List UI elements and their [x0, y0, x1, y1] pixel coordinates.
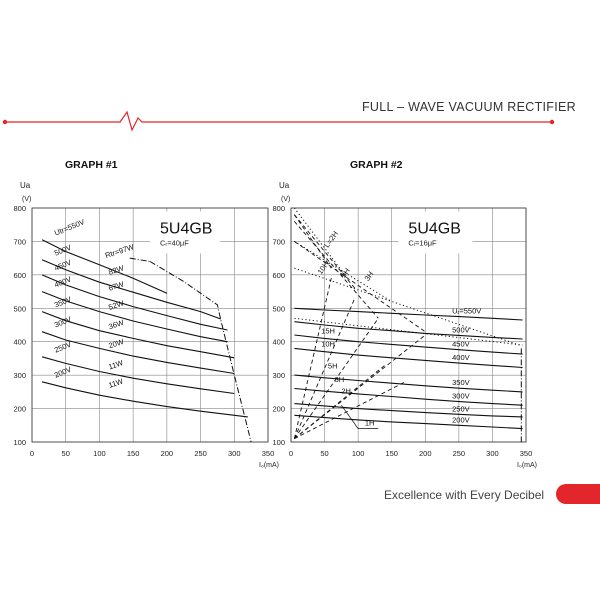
y-tick-label: 100	[272, 438, 285, 447]
capacitance-label: Cᵢ=16μF	[408, 238, 437, 248]
y-tick-label: 200	[13, 404, 26, 414]
y-tick-label: 200	[272, 404, 285, 414]
series-line	[294, 386, 522, 406]
series-label: 250V	[452, 404, 470, 414]
x-tick-label: 250	[194, 449, 207, 458]
x-tick-label: 100	[93, 449, 106, 458]
y-tick-label: 300	[13, 371, 26, 381]
x-tick-label: 350	[519, 449, 533, 458]
series-label: 350V	[52, 294, 73, 310]
inductance-label: L=2H	[322, 229, 340, 250]
y-tick-label: 600	[272, 270, 285, 280]
load-line-label: 11W	[107, 376, 125, 390]
load-line-label: 20W	[107, 336, 125, 351]
series-label: 350V	[452, 378, 470, 388]
y-tick-label: 300	[272, 371, 285, 381]
x-tick-label: 150	[126, 449, 140, 458]
x-tick-label: 300	[486, 449, 499, 458]
y-tick-label: 800	[272, 204, 285, 213]
footer-slogan: Excellence with Every Decibel	[384, 488, 545, 502]
y-tick-label: 500	[272, 304, 285, 314]
inductance-line	[294, 278, 331, 438]
series-label: Uᵣ=550V	[452, 306, 482, 316]
inductance-label: 5H	[338, 266, 352, 280]
y-tick-label: 500	[13, 304, 26, 314]
load-line-label: 36W	[107, 317, 125, 332]
series-line	[42, 312, 234, 358]
series-label: 400V	[452, 353, 470, 363]
load-line-label: 52W	[107, 298, 125, 312]
header-title: FULL – WAVE VACUUM RECTIFIER	[362, 100, 576, 114]
y-tick-label: 700	[13, 237, 26, 247]
x-tick-label: 200	[160, 449, 174, 458]
y-tick-label: 400	[13, 337, 26, 347]
x-tick-label: 350	[261, 449, 275, 458]
y-axis-label: Ua	[20, 181, 31, 190]
series-label: 200V	[52, 364, 73, 380]
charts-area	[0, 150, 600, 475]
x-tick-label: 250	[452, 449, 466, 458]
y-tick-label: 600	[13, 270, 26, 280]
chart-title: GRAPH #1	[65, 159, 118, 171]
header-divider-pulse	[0, 108, 600, 138]
chart-title: GRAPH #2	[350, 159, 403, 171]
series-label: Utr=550V	[52, 217, 86, 238]
series-label: 300V	[52, 314, 73, 330]
capacitance-label: Cᵣ=40μF	[160, 238, 189, 248]
series-label: 500V	[52, 242, 73, 258]
inductance-label: 5H	[327, 361, 338, 371]
series-label: 400V	[52, 274, 73, 290]
inductance-label: 3H	[362, 269, 376, 283]
y-axis-unit: (V)	[281, 196, 291, 203]
inductance-label: 2H	[341, 386, 351, 396]
x-tick-label: 0	[29, 449, 35, 458]
x-tick-label: 100	[351, 449, 365, 458]
limit-curve	[130, 258, 150, 261]
x-tick-label: 0	[288, 449, 294, 458]
y-axis-unit: (V)	[22, 196, 32, 203]
series-label: 450V	[52, 257, 73, 273]
series-line	[294, 375, 522, 392]
load-line-label: Rtr=97W	[104, 242, 136, 261]
y-tick-label: 100	[13, 438, 26, 447]
load-line-label: 67W	[107, 279, 125, 293]
series-line	[294, 404, 522, 417]
inductance-label: 3H	[334, 374, 345, 384]
x-axis-label: I₀(mA)	[517, 462, 538, 469]
series-label: 300V	[452, 391, 470, 401]
x-tick-label: 150	[385, 449, 398, 458]
inductance-label: 15H	[321, 326, 335, 336]
inductance-label: 1H	[364, 418, 375, 428]
y-tick-label: 700	[272, 237, 285, 247]
inductance-line	[294, 241, 425, 331]
x-tick-label: 300	[228, 449, 241, 458]
x-tick-label: 50	[320, 449, 329, 458]
x-tick-label: 200	[419, 449, 432, 458]
series-label: 500V	[452, 325, 470, 335]
y-axis-label: Ua	[279, 181, 290, 190]
series-line	[42, 382, 248, 417]
x-tick-label: 50	[61, 449, 70, 458]
chart-2	[272, 159, 537, 469]
series-line	[294, 308, 522, 320]
series-label: 450V	[452, 339, 470, 349]
chart-1	[13, 159, 279, 469]
series-label: 200V	[452, 415, 470, 425]
series-label: 250V	[52, 339, 73, 355]
tube-label: 5U4GB	[160, 220, 213, 238]
series-line	[42, 257, 221, 319]
y-tick-label: 800	[13, 204, 26, 213]
load-line-label: 82W	[107, 263, 125, 277]
series-line	[294, 415, 522, 428]
inductance-label: 10H	[321, 339, 335, 349]
inductance-label: 10H	[315, 259, 331, 277]
tube-label: 5U4GB	[408, 220, 461, 238]
y-tick-label: 400	[272, 337, 285, 347]
x-axis-label: I₀(mA)	[259, 462, 280, 469]
load-line-label: 11W	[107, 358, 125, 372]
footer-accent-tab	[556, 484, 600, 504]
